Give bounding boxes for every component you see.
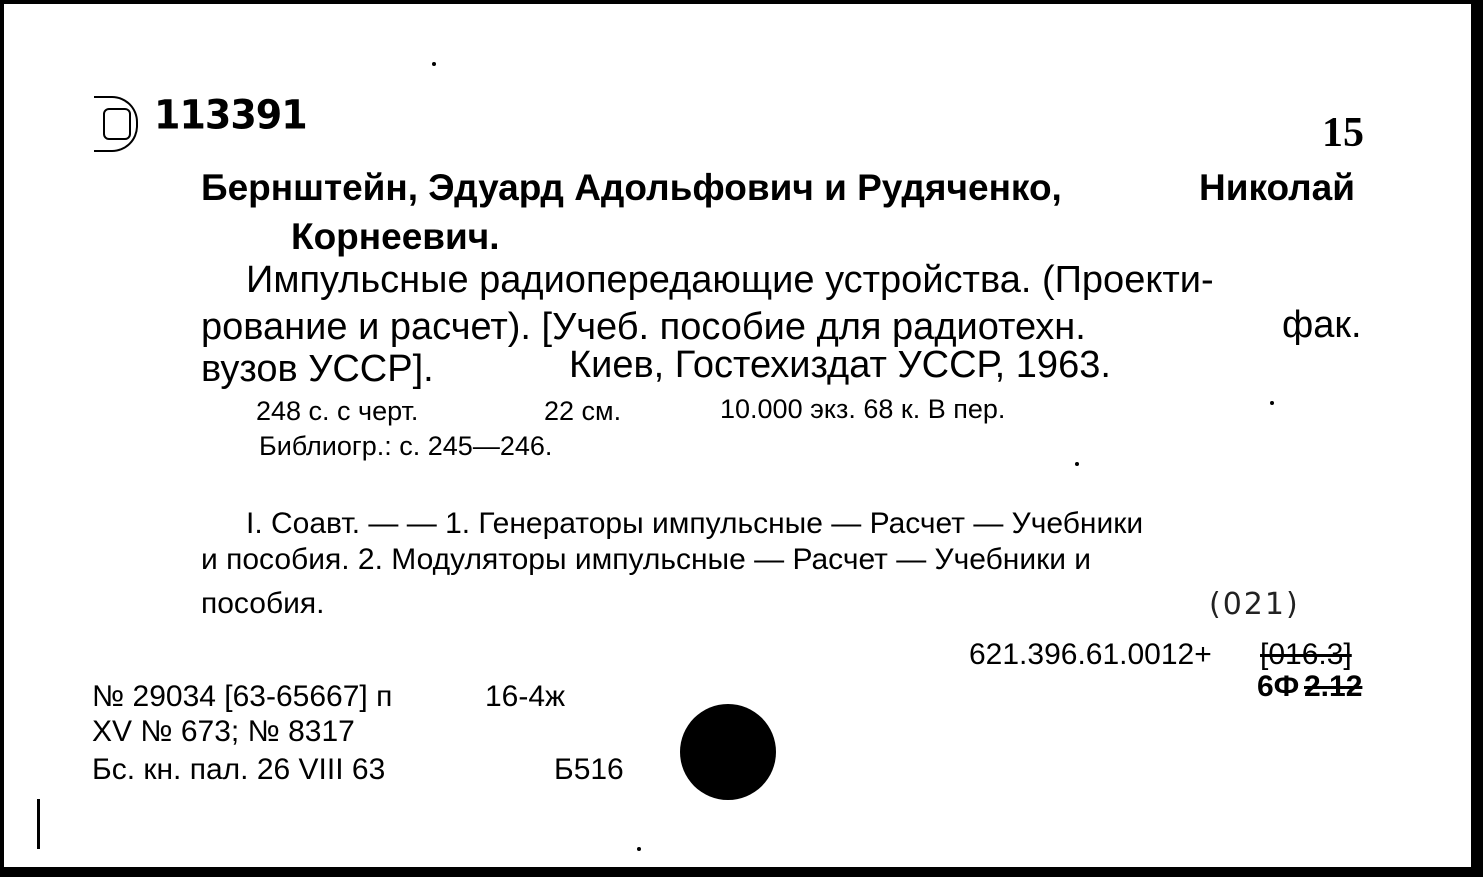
title-line-2-right: фак. xyxy=(1282,304,1362,346)
pages: 248 с. с черт. xyxy=(256,396,419,426)
bbk-struck: 2.12 xyxy=(1304,670,1363,703)
size: 22 см. xyxy=(544,396,622,426)
footer-line-3-right: Б516 xyxy=(554,753,624,786)
title-line-2: рование и расчет). [Учеб. пособие для радиотехн. xyxy=(201,306,1086,348)
inventory-number: 113391 xyxy=(154,91,307,139)
footer-line-1-right: 16-4ж xyxy=(485,680,566,713)
subjects-line-2: и пособия. 2. Модуляторы импульсные — Расчет — Учебники и xyxy=(201,543,1092,576)
title-line-3-left: вузов УССР]. xyxy=(201,348,434,390)
subjects-line-1: I. Соавт. — — 1. Генераторы импульсные — Расчет — Учебники xyxy=(246,507,1144,540)
footer-line-3-left: Бс. кн. пал. 26 VIII 63 xyxy=(92,753,386,786)
udc-code: 621.396.61.0012+ xyxy=(969,638,1212,671)
footer-line-2: XV № 673; № 8317 xyxy=(92,715,355,748)
ink-speck xyxy=(1075,462,1079,466)
footer-line-1-left: № 29034 [63-65667] п xyxy=(92,680,393,713)
stamp-inner-mark xyxy=(103,108,131,140)
title-line-1: Импульсные радиопередающие устройства. (Проекти- xyxy=(246,259,1214,301)
author-line-1: Бернштейн, Эдуард Адольфович и Рудяченко, xyxy=(201,167,1062,208)
punch-hole xyxy=(680,704,776,800)
ink-speck xyxy=(637,847,641,851)
udc-struck: [016.3] xyxy=(1260,638,1352,671)
copies-price: 10.000 экз. 68 к. В пер. xyxy=(720,394,1006,424)
ink-speck xyxy=(1270,401,1274,405)
bbk-prefix: 6Ф xyxy=(1257,670,1300,703)
ink-speck xyxy=(432,62,436,66)
author-line-1-right: Николай xyxy=(1199,167,1356,208)
title-line-3-right: Киев, Гостехиздат УССР, 1963. xyxy=(569,344,1111,386)
bibliography: Библиогр.: с. 245—246. xyxy=(259,431,553,461)
margin-mark xyxy=(37,799,40,849)
card-number: 15 xyxy=(1322,110,1364,156)
author-line-2: Корнеевич. xyxy=(291,216,500,257)
handwritten-note: (021) xyxy=(1209,587,1300,622)
subjects-line-3: пособия. xyxy=(201,587,325,620)
